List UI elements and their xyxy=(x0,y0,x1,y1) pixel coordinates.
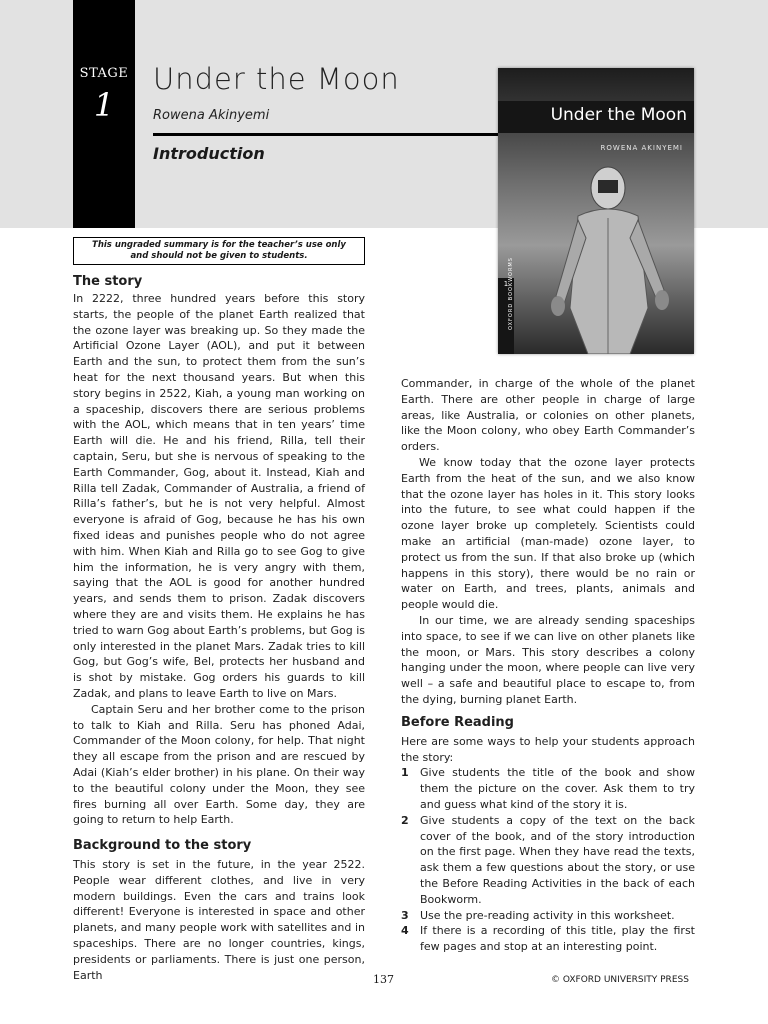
stage-tab xyxy=(73,0,135,228)
cover-title: Under the Moon xyxy=(550,105,687,125)
publisher-credit: © OXFORD UNIVERSITY PRESS xyxy=(551,975,689,985)
page-number: 137 xyxy=(373,973,394,986)
right-column xyxy=(401,376,695,955)
list-item-number: 2 xyxy=(401,813,409,827)
notice-line-2: and should not be given to students. xyxy=(130,251,308,261)
list-item-number: 4 xyxy=(401,924,409,938)
page-title: Under the Moon xyxy=(153,62,400,96)
stage-label: STAGE xyxy=(79,66,129,81)
background-heading: Background to the story xyxy=(73,838,252,854)
section-title: Introduction xyxy=(153,144,265,163)
notice-line-1: This ungraded summary is for the teacher’s use only xyxy=(92,240,346,250)
list-item-text: Use the pre-reading activity in this worksheet. xyxy=(420,908,675,922)
background-paragraph-1-end: Commander, in charge of the whole of the planet Earth. There are other people in charge of large areas, like Australia, or colonies on other planets, like the Moon colony, who obey Earth Commander’s orders. xyxy=(401,377,695,454)
teacher-notice xyxy=(73,237,365,265)
list-item-text: Give students a copy of the text on the back cover of the book, and of the story introduction on the first page. When they have read the texts, ask them a few questions about the story, or use the Before Reading Activities in the back of each Bookworm. xyxy=(420,813,695,906)
stage-number: 1 xyxy=(93,86,115,124)
list-item-number: 3 xyxy=(401,908,409,922)
background-paragraph-3: In our time, we are already sending spaceships into space, to see if we can live on other planets like the moon, or Mars. This story describes a colony hanging under the moon, where people can live very well – a safe and beautiful place to escape to, from the dying, burning planet Earth. xyxy=(401,613,695,706)
left-column xyxy=(73,274,365,983)
background-paragraph-1-start: This story is set in the future, in the year 2522. People wear different clothes, and live in very modern buildings. Even the cars and trains look different! Everyone is interested in space and other planets, and many people work with satellites and in spaceships. There are no longer countries, kings, presidents or parliaments. There is just one person, Earth xyxy=(73,858,365,982)
cover-author: ROWENA AKINYEMI xyxy=(600,144,683,152)
before-reading-list xyxy=(401,765,695,955)
list-item-number: 1 xyxy=(401,766,409,780)
background-paragraph-2: We know today that the ozone layer protects Earth from the heat of the sun, and we also know that the ozone layer has holes in it. This story looks into the future, to see what could happen if the ozone layer broke up completely. Scientists could make an artificial (man-made) ozone layer, to protect us from the sun. If that also broke up (which happens in this story), there would be no rain or water on Earth, and trees, plants, animals and people would die. xyxy=(401,455,695,612)
list-item xyxy=(401,813,695,908)
before-reading-heading: Before Reading xyxy=(401,714,514,730)
before-reading-intro: Here are some ways to help your students approach the story: xyxy=(401,734,695,764)
story-paragraph-1: In 2222, three hundred years before this story starts, the people of the planet Earth realized that the ozone layer was breaking up. So they made the Artificial Ozone Layer (AOL), and put it between Earth and the sun, to protect them from the sun’s heat for the next thousand years. But when this story begins in 2522, Kiah, a young man working on a spaceship, discovers there are serious problems with the AOL, which means that in ten years’ time Earth will die. He and his friend, Rilla, tell their captain, Seru, but she is nervous of speaking to the Earth Commander, Gog, about it. Instead, Kiah and Rilla tell Zadak, Commander of Australia, a friend of Rilla’s father’s, but he is not very helpful. Almost everyone is afraid of Gog, because he has his own fixed ideas and punishes people who do not agree with him. When Kiah and Rilla go to see Gog to give him the information, he is very angry with them, saying that the AOL is good for another hundred years, and sends them to prison. Zadak discovers where they are and visits them. He explains he has tried to warn Gog about Earth’s problems, but Gog is only interested in the planet Mars. Zadak tries to kill Gog, but Gog’s wife, Bel, protects her husband and is shot by mistake. Gog orders his guards to kill Zadak, and plans to leave Earth to live on Mars. xyxy=(73,292,365,700)
book-cover xyxy=(498,68,694,354)
author-name: Rowena Akinyemi xyxy=(153,108,270,123)
story-paragraph-2: Captain Seru and her brother come to the prison to talk to Kiah and Rilla. Seru has phoned Adai, Commander of the Moon colony, for help. That night they all escape from the prison and are rescued by Adai (Kiah’s elder brother) in his plane. On their way to the beautiful colony under the Moon, they see fires burning all over Earth. Some day, they are going to return to help Earth. xyxy=(73,702,365,827)
cover-series-name: OXFORD BOOKWORMS xyxy=(508,257,514,330)
list-item xyxy=(401,923,695,955)
list-item-text: If there is a recording of this title, play the first few pages and stop at an interesting point. xyxy=(420,924,695,954)
cover-stage-number: 1 xyxy=(503,280,509,288)
list-item xyxy=(401,765,695,812)
title-rule xyxy=(153,133,499,136)
list-item-text: Give students the title of the book and show them the picture on the cover. Ask them to try and guess what kind of the story it is. xyxy=(420,766,695,811)
list-item xyxy=(401,908,695,924)
story-heading: The story xyxy=(73,274,143,289)
